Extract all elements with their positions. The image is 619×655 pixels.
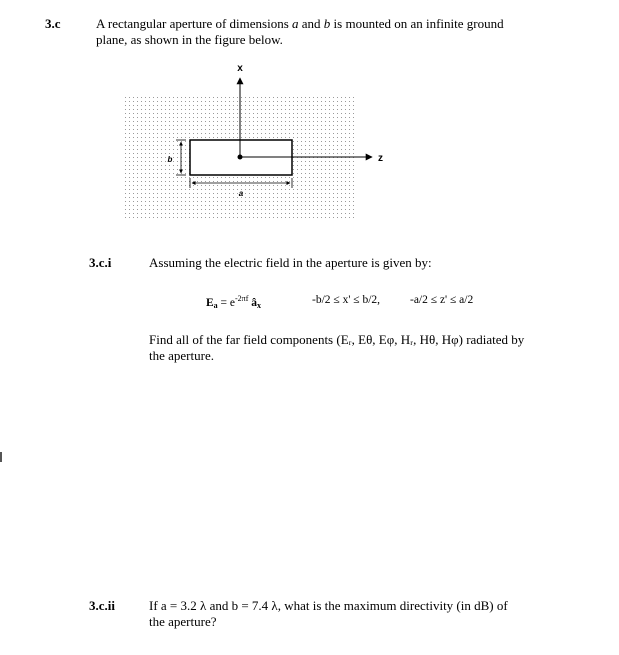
range-x: -b/2 ≤ x' ≤ b/2, bbox=[312, 294, 381, 306]
problem-number: 3.c bbox=[45, 16, 61, 31]
z-axis-label: z bbox=[378, 153, 383, 164]
part-ii-line1: If a = 3.2 λ and b = 7.4 λ, what is the maximum directivity (in dB) of bbox=[149, 598, 508, 613]
intro-var-b: b bbox=[323, 16, 331, 31]
x-axis-label: x bbox=[237, 63, 243, 74]
intro-var-a: a bbox=[292, 16, 299, 31]
eq-E: E bbox=[206, 297, 214, 309]
eq-E-sub: a bbox=[213, 301, 218, 310]
part-i-find bbox=[149, 332, 589, 364]
intro-text-1: A rectangular aperture of dimensions bbox=[96, 16, 293, 31]
part-i-number: 3.c.i bbox=[89, 255, 112, 270]
eq-equals: = e bbox=[217, 297, 236, 309]
part-i-find-line1: Find all of the far field components (Eᵣ, Eθ, Eφ, Hᵣ, Hθ, Hφ) radiated by bbox=[149, 332, 525, 347]
page-edge-marker bbox=[0, 452, 2, 462]
intro-text-3: is mounted on an infinite ground bbox=[330, 16, 504, 31]
part-ii-statement bbox=[149, 598, 589, 630]
origin-dot bbox=[238, 155, 243, 160]
part-i-statement: Assuming the electric field in the aperture is given by: bbox=[149, 255, 432, 270]
part-i-find-line2: the aperture. bbox=[149, 348, 214, 363]
field-equation bbox=[206, 294, 261, 310]
dim-b-label: b bbox=[167, 155, 173, 164]
part-ii-line2: the aperture? bbox=[149, 614, 217, 629]
dim-a-label: a bbox=[238, 189, 244, 198]
intro-text-2: and bbox=[298, 16, 324, 31]
part-ii-number: 3.c.ii bbox=[89, 598, 115, 613]
eq-ahat-sub: x bbox=[257, 301, 262, 310]
eq-ahat: â bbox=[251, 297, 258, 309]
eq-exponent: -2πf bbox=[235, 294, 249, 303]
range-z: -a/2 ≤ z' ≤ a/2 bbox=[410, 294, 474, 306]
problem-intro-line2: plane, as shown in the figure below. bbox=[96, 32, 283, 47]
